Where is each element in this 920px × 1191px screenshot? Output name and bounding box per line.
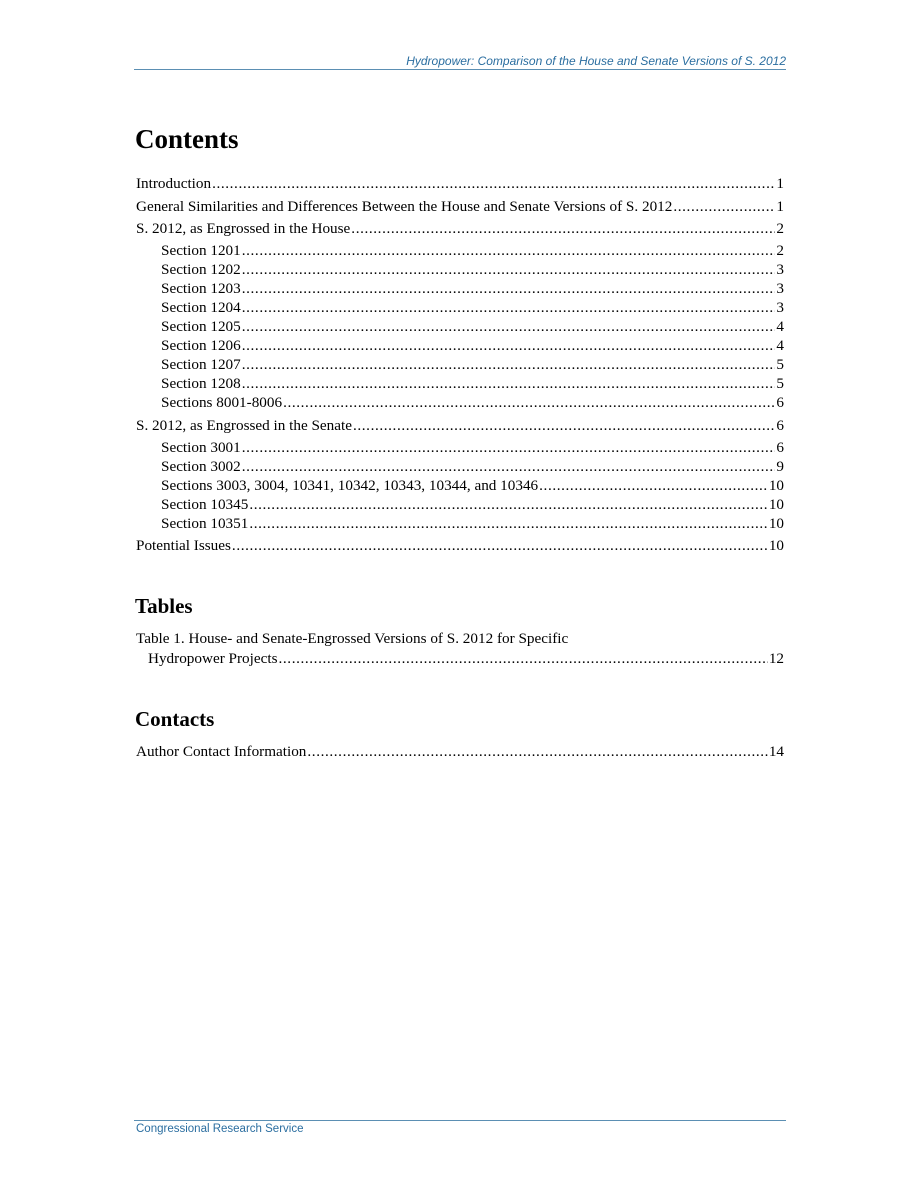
toc-entry-section-1208[interactable] bbox=[161, 374, 784, 393]
toc-entry-page: 10 bbox=[768, 515, 784, 532]
toc-entry-title: Sections 8001-8006 bbox=[161, 394, 283, 411]
dot-leader bbox=[242, 317, 776, 336]
toc-entry-sections-3003-10346[interactable] bbox=[161, 476, 784, 495]
toc-entry-section-10351[interactable] bbox=[161, 514, 784, 533]
toc-entry-page: 10 bbox=[768, 477, 784, 494]
toc-entry-title: Section 1202 bbox=[161, 261, 241, 278]
contacts-heading: Contacts bbox=[135, 707, 215, 731]
toc-entry-section-1207[interactable] bbox=[161, 355, 784, 374]
toc-entry-title: Sections 3003, 3004, 10341, 10342, 10343, 10344, and 10346 bbox=[161, 477, 539, 494]
dot-leader bbox=[279, 649, 768, 668]
table-entry-1[interactable] bbox=[148, 649, 784, 668]
dot-leader bbox=[673, 197, 775, 216]
contents-heading: Contents bbox=[135, 124, 239, 154]
dot-leader bbox=[242, 279, 776, 298]
dot-leader bbox=[249, 495, 767, 514]
toc-entry-section-1204[interactable] bbox=[161, 298, 784, 317]
dot-leader bbox=[307, 742, 767, 761]
footer-divider bbox=[134, 1120, 786, 1121]
dot-leader bbox=[539, 476, 768, 495]
toc-entry-house-engrossed[interactable] bbox=[136, 219, 784, 238]
toc-entry-title: General Similarities and Differences Between the House and Senate Versions of S. 2012 bbox=[136, 198, 673, 215]
table-entry-page: 12 bbox=[768, 650, 784, 667]
toc-entry-page: 1 bbox=[776, 198, 784, 215]
toc-entry-section-1205[interactable] bbox=[161, 317, 784, 336]
contact-entry-page: 14 bbox=[768, 743, 784, 760]
toc-entry-page: 1 bbox=[776, 175, 784, 192]
toc-entry-page: 4 bbox=[776, 337, 784, 354]
toc-entry-title: Section 3001 bbox=[161, 439, 241, 456]
toc-entry-page: 5 bbox=[776, 375, 784, 392]
running-header: Hydropower: Comparison of the House and Senate Versions of S. 2012 bbox=[134, 53, 786, 70]
toc-entry-section-1201[interactable] bbox=[161, 241, 784, 260]
toc-entry-title: Section 1207 bbox=[161, 356, 241, 373]
toc-entry-page: 3 bbox=[776, 299, 784, 316]
dot-leader bbox=[242, 438, 776, 457]
dot-leader bbox=[242, 457, 776, 476]
toc-entry-page: 10 bbox=[768, 537, 784, 554]
toc-entry-page: 2 bbox=[776, 220, 784, 237]
toc-entry-section-1203[interactable] bbox=[161, 279, 784, 298]
toc-entry-title: Section 1203 bbox=[161, 280, 241, 297]
toc-entry-senate-engrossed[interactable] bbox=[136, 416, 784, 435]
dot-leader bbox=[283, 393, 775, 412]
toc-entry-introduction[interactable] bbox=[136, 174, 784, 193]
toc-entry-title: Section 1205 bbox=[161, 318, 241, 335]
toc-entry-title: Introduction bbox=[136, 175, 212, 192]
toc-entry-similarities[interactable] bbox=[136, 197, 784, 216]
toc-entry-page: 6 bbox=[776, 417, 784, 434]
table-entry-title-line1[interactable]: Table 1. House- and Senate-Engrossed Versions of S. 2012 for Specific bbox=[136, 630, 569, 647]
contact-entry-title: Author Contact Information bbox=[136, 743, 307, 760]
toc-entry-page: 9 bbox=[776, 458, 784, 475]
toc-entry-title: Section 1208 bbox=[161, 375, 241, 392]
toc-entry-title: Section 1201 bbox=[161, 242, 241, 259]
toc-entry-sections-8001-8006[interactable] bbox=[161, 393, 784, 412]
dot-leader bbox=[242, 298, 776, 317]
dot-leader bbox=[351, 219, 775, 238]
toc-entry-page: 4 bbox=[776, 318, 784, 335]
tables-heading: Tables bbox=[135, 594, 193, 618]
toc-entry-title: Section 1206 bbox=[161, 337, 241, 354]
toc-entry-section-3001[interactable] bbox=[161, 438, 784, 457]
contact-entry-author-info[interactable] bbox=[136, 742, 784, 761]
toc-entry-title: Section 10345 bbox=[161, 496, 249, 513]
toc-entry-page: 5 bbox=[776, 356, 784, 373]
dot-leader bbox=[242, 260, 776, 279]
toc-entry-page: 2 bbox=[776, 242, 784, 259]
dot-leader bbox=[249, 514, 767, 533]
toc-entry-title: S. 2012, as Engrossed in the Senate bbox=[136, 417, 352, 434]
footer-org-name: Congressional Research Service bbox=[136, 1123, 304, 1135]
toc-entry-page: 6 bbox=[776, 439, 784, 456]
dot-leader bbox=[353, 416, 775, 435]
toc-entry-title: Potential Issues bbox=[136, 537, 231, 554]
toc-entry-title: S. 2012, as Engrossed in the House bbox=[136, 220, 351, 237]
toc-entry-page: 6 bbox=[776, 394, 784, 411]
dot-leader bbox=[242, 374, 776, 393]
toc-entry-section-10345[interactable] bbox=[161, 495, 784, 514]
toc-entry-title: Section 1204 bbox=[161, 299, 241, 316]
toc-entry-potential-issues[interactable] bbox=[136, 536, 784, 555]
toc-entry-title: Section 3002 bbox=[161, 458, 241, 475]
toc-entry-section-1202[interactable] bbox=[161, 260, 784, 279]
dot-leader bbox=[242, 355, 776, 374]
toc-entry-page: 3 bbox=[776, 261, 784, 278]
toc-entry-page: 10 bbox=[768, 496, 784, 513]
toc-entry-page: 3 bbox=[776, 280, 784, 297]
dot-leader bbox=[212, 174, 775, 193]
table-entry-title-line2: Hydropower Projects bbox=[148, 650, 278, 667]
dot-leader bbox=[232, 536, 768, 555]
toc-entry-title: Section 10351 bbox=[161, 515, 249, 532]
dot-leader bbox=[242, 241, 776, 260]
toc-entry-section-1206[interactable] bbox=[161, 336, 784, 355]
toc-entry-section-3002[interactable] bbox=[161, 457, 784, 476]
dot-leader bbox=[242, 336, 776, 355]
